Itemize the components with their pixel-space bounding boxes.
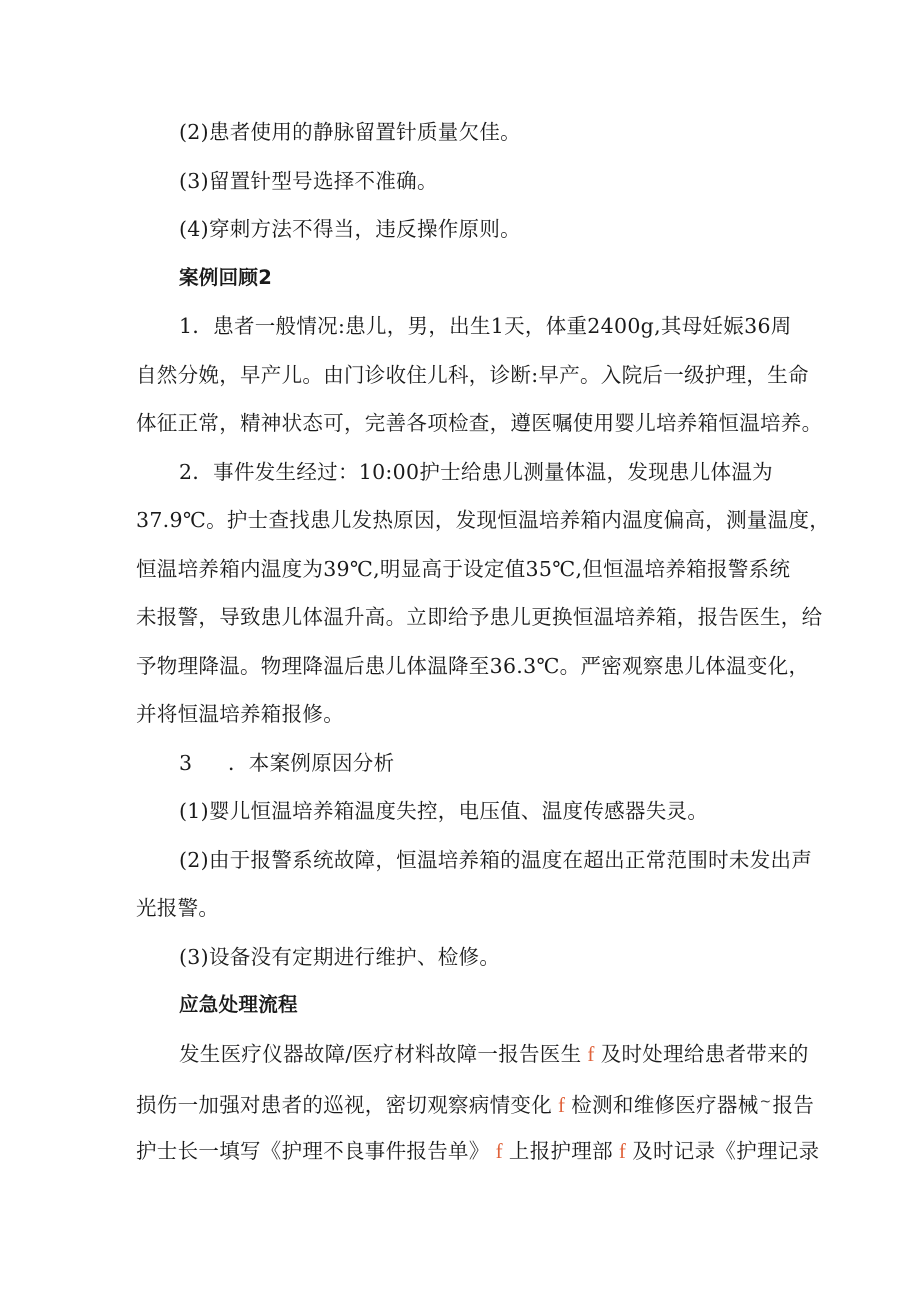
case2-cause-2-line1: (2)由于报警系统故障，恒温培养箱的温度在超出正常范围时未发出声 xyxy=(179,848,813,872)
case2-cause-1: (1)婴儿恒温培养箱温度失控，电压值、温度传感器失灵。 xyxy=(179,799,709,823)
flow-step-text: 检测和维修医疗器械 xyxy=(571,1093,759,1117)
flow-step-text: 及时处理给患者带来的 xyxy=(600,1042,809,1066)
case2-section1-line3: 体征正常，精神状态可，完善各项检查，遵医嘱使用婴儿培养箱恒温培养。 xyxy=(136,411,823,435)
case2-section2-line2: 37.9℃。护士查找患儿发热原因，发现恒温培养箱内温度偏高，测量温度， xyxy=(136,508,831,532)
case2-section2-line5: 予物理降温。物理降温后患儿体温降至36.3℃。严密观察患儿体温变化， xyxy=(136,654,810,678)
flow-step-text: 损伤一加强对患者的巡视，密切观察病情变化 xyxy=(136,1093,552,1117)
case-review-2-heading: 案例回顾2 xyxy=(179,266,273,289)
case2-section2-line1: 2．事件发生经过：10:00护士给患儿测量体温，发现患儿体温为 xyxy=(179,460,773,484)
case2-section1-line1: 1．患者一般情况:患儿，男，出生1天，体重2400g,其母妊娠36周 xyxy=(179,314,792,338)
case2-cause-2-line2: 光报警。 xyxy=(136,896,220,920)
flow-tilde-icon: ~ xyxy=(759,1094,772,1110)
flow-arrow-icon: f xyxy=(558,1093,566,1117)
cause-item-3: (3)留置针型号选择不准确。 xyxy=(179,169,438,193)
flow-step-text: 上报护理部 xyxy=(508,1139,613,1163)
flow-line-2 xyxy=(136,1088,814,1119)
flow-step-text: 护士长一填写《护理不良事件报告单》 xyxy=(136,1139,490,1163)
flow-arrow-icon: f xyxy=(495,1139,503,1163)
flow-step-text: 报告 xyxy=(772,1093,815,1117)
flow-step-text: 发生医疗仪器故障/医疗材料故障一报告医生 xyxy=(179,1042,582,1066)
cause-item-4: (4)穿刺方法不得当，违反操作原则。 xyxy=(179,217,521,241)
emergency-flow-heading: 应急处理流程 xyxy=(179,993,298,1016)
flow-step-text: 及时记录《护理记录 xyxy=(632,1139,820,1163)
case2-section3-number: 3 xyxy=(179,751,193,775)
flow-arrow-icon: f xyxy=(618,1139,627,1163)
flow-arrow-icon: f xyxy=(587,1042,595,1066)
flow-line-3 xyxy=(136,1137,819,1165)
flow-line-1 xyxy=(179,1040,809,1068)
case2-section2-line3: 恒温培养箱内温度为39℃,明显高于设定值35℃,但恒温培养箱报警系统 xyxy=(136,557,791,581)
cause-item-2: (2)患者使用的静脉留置针质量欠佳。 xyxy=(179,120,521,144)
case2-section2-line4: 未报警，导致患儿体温升高。立即给予患儿更换恒温培养箱，报告医生，给 xyxy=(136,605,823,629)
case2-section1-line2: 自然分娩，早产儿。由门诊收住儿科，诊断:早产。入院后一级护理，生命 xyxy=(136,363,809,387)
case2-section3-title: ．本案例原因分析 xyxy=(228,751,395,775)
case2-cause-3: (3)设备没有定期进行维护、检修。 xyxy=(179,945,501,969)
case2-section2-line6: 并将恒温培养箱报修。 xyxy=(136,702,344,726)
